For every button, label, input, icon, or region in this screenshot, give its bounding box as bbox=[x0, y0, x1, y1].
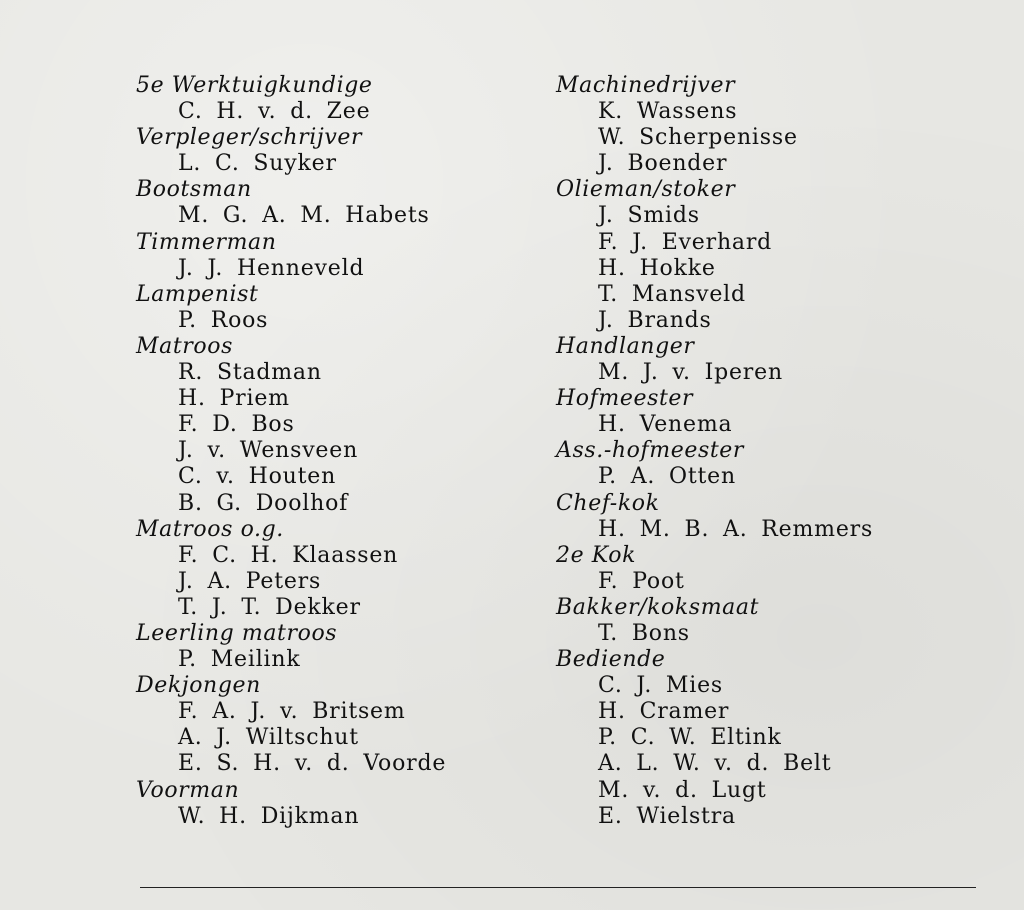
crew-member-name: H. Hokke bbox=[598, 255, 716, 281]
crew-role-heading: 5e Werktuigkundige bbox=[136, 73, 373, 98]
bottom-divider bbox=[140, 887, 976, 888]
crew-list-right-column bbox=[556, 73, 996, 830]
crew-member-name: P. Roos bbox=[178, 307, 269, 333]
crew-role-heading: Bediende bbox=[556, 647, 666, 673]
crew-member-name: C. H. v. d. Zee bbox=[178, 99, 371, 125]
crew-member-name: F. A. J. v. Britsem bbox=[178, 699, 406, 725]
crew-member-name: J. Brands bbox=[598, 307, 712, 333]
crew-member-name: J. Boender bbox=[598, 151, 728, 177]
crew-role-heading: Lampenist bbox=[136, 281, 259, 307]
crew-member-name: B. G. Doolhof bbox=[178, 490, 349, 516]
crew-member-name: M. J. v. Iperen bbox=[598, 360, 783, 386]
crew-member-name: H. Cramer bbox=[598, 699, 730, 725]
crew-member-name: J. J. Henneveld bbox=[178, 255, 365, 281]
crew-member-name: A. L. W. v. d. Belt bbox=[598, 751, 832, 777]
crew-member-name: J. Smids bbox=[598, 203, 700, 229]
crew-member-name: P. C. W. Eltink bbox=[598, 725, 782, 751]
crew-role-heading: Matroos bbox=[136, 333, 233, 359]
crew-member-name: C. v. Houten bbox=[178, 464, 337, 490]
crew-member-name: A. J. Wiltschut bbox=[178, 725, 359, 751]
crew-member-name: M. G. A. M. Habets bbox=[178, 203, 430, 229]
crew-member-name: C. J. Mies bbox=[598, 673, 724, 699]
crew-member-name: J. v. Wensveen bbox=[178, 438, 359, 464]
crew-role-heading: Voorman bbox=[136, 777, 240, 803]
crew-role-heading: Machinedrijver bbox=[556, 73, 736, 98]
crew-member-name: J. A. Peters bbox=[178, 568, 322, 594]
crew-member-name: T. J. T. Dekker bbox=[178, 594, 361, 620]
crew-member-name: W. H. Dijkman bbox=[178, 803, 360, 829]
crew-member-name: H. Venema bbox=[598, 412, 733, 438]
crew-role-heading: Leerling matroos bbox=[136, 620, 338, 646]
crew-role-heading: Bootsman bbox=[136, 177, 252, 203]
crew-member-name: H. M. B. A. Remmers bbox=[598, 516, 874, 542]
crew-member-name: M. v. d. Lugt bbox=[598, 777, 767, 803]
crew-member-name: K. Wassens bbox=[598, 99, 738, 125]
crew-member-name: F. Poot bbox=[598, 568, 685, 594]
crew-role-heading: Ass.-hofmeester bbox=[556, 438, 745, 464]
crew-member-name: H. Priem bbox=[178, 386, 290, 412]
crew-role-heading: Verpleger/schrijver bbox=[136, 125, 363, 151]
crew-member-name: W. Scherpenisse bbox=[598, 125, 798, 151]
crew-member-name: L. C. Suyker bbox=[178, 151, 337, 177]
crew-member-name: P. A. Otten bbox=[598, 464, 736, 490]
crew-role-heading: Chef-kok bbox=[556, 490, 660, 516]
crew-member-name: E. S. H. v. d. Voorde bbox=[178, 751, 447, 777]
crew-role-heading: 2e Kok bbox=[556, 542, 637, 568]
crew-list-left-column bbox=[136, 73, 536, 830]
crew-member-name: R. Stadman bbox=[178, 360, 322, 386]
crew-member-name: F. D. Bos bbox=[178, 412, 295, 438]
crew-member-name: E. Wielstra bbox=[598, 803, 736, 829]
crew-role-heading: Timmerman bbox=[136, 229, 277, 255]
crew-role-heading: Bakker/koksmaat bbox=[556, 594, 760, 620]
crew-member-name: F. J. Everhard bbox=[598, 229, 773, 255]
crew-member-name: F. C. H. Klaassen bbox=[178, 542, 399, 568]
crew-role-heading: Hofmeester bbox=[556, 386, 694, 412]
crew-member-name: T. Bons bbox=[598, 620, 690, 646]
crew-member-name: T. Mansveld bbox=[598, 281, 746, 307]
crew-role-heading: Matroos o.g. bbox=[136, 516, 284, 542]
crew-role-heading: Handlanger bbox=[556, 333, 695, 359]
crew-role-heading: Olieman/stoker bbox=[556, 177, 736, 203]
crew-role-heading: Dekjongen bbox=[136, 673, 261, 699]
crew-member-name: P. Meilink bbox=[178, 647, 301, 673]
